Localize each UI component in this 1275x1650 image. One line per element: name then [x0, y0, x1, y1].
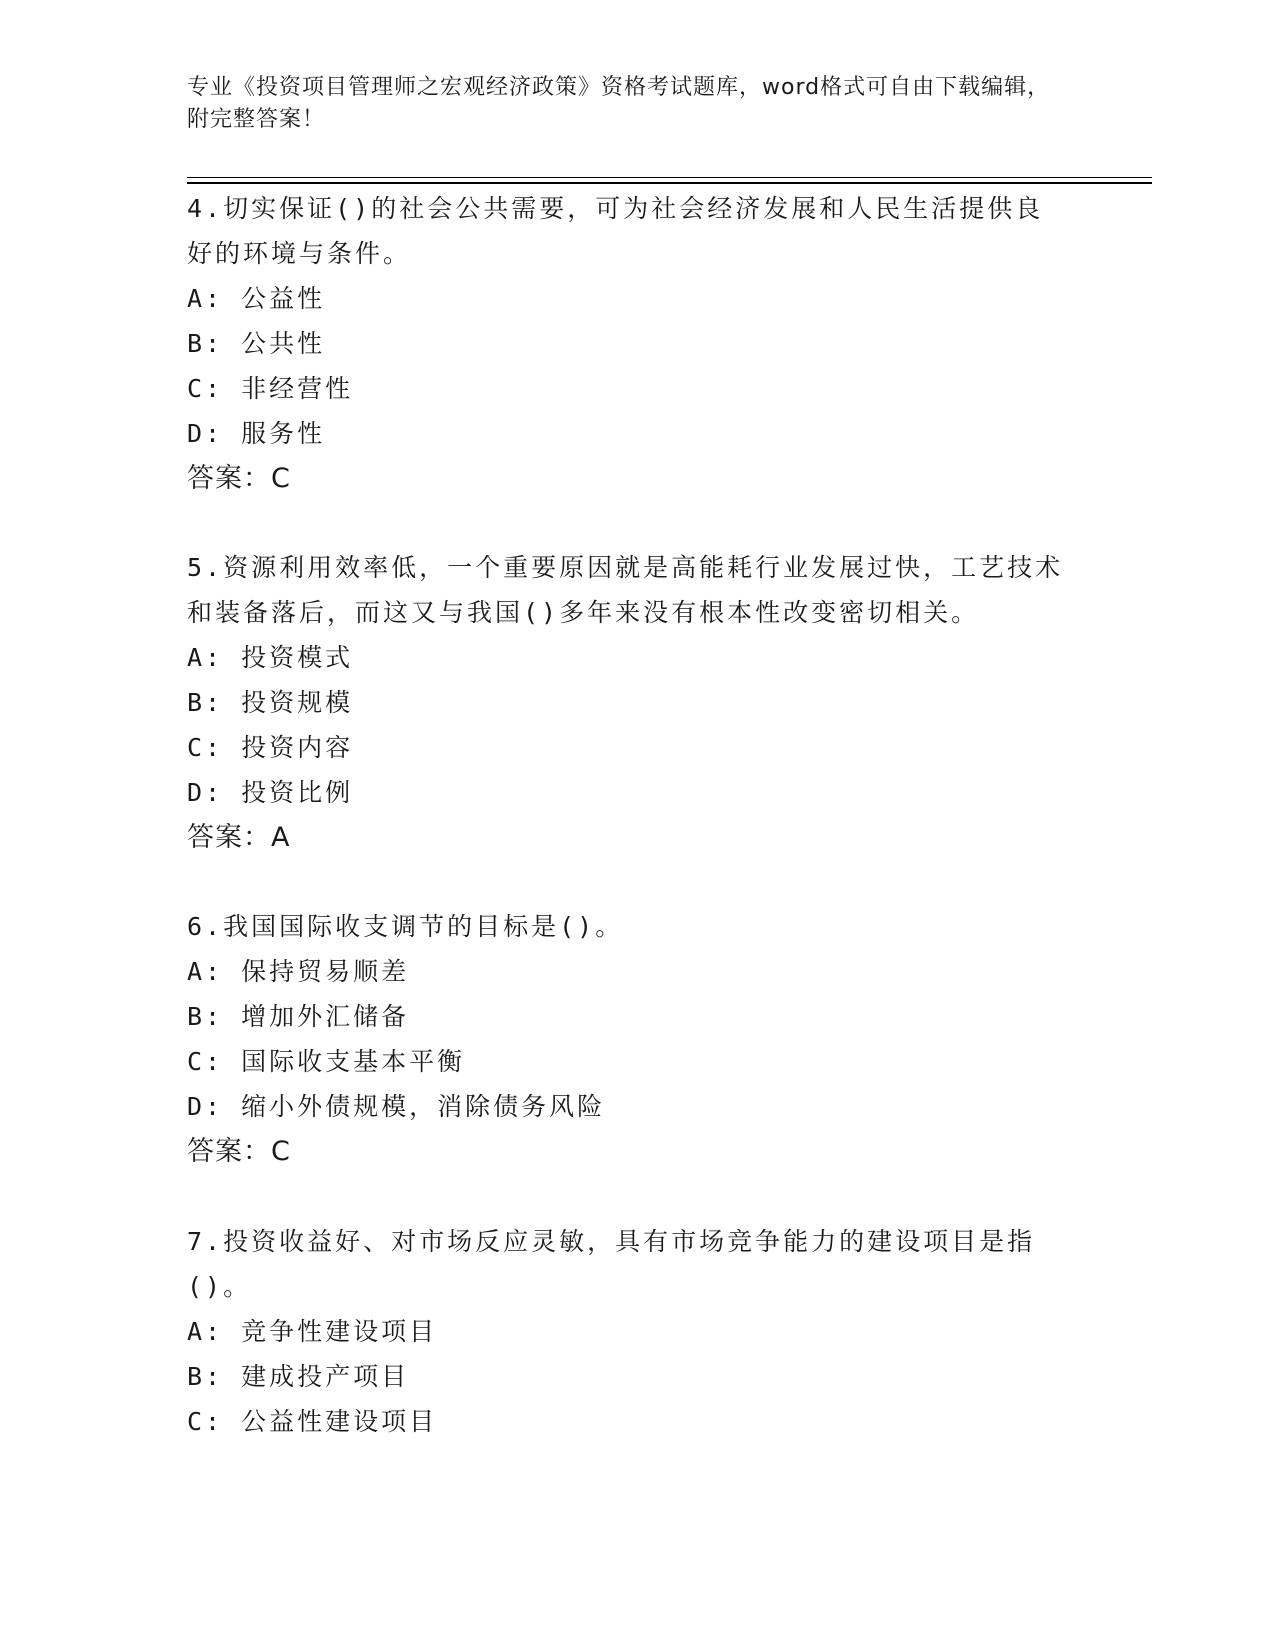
- option-b: B: 建成投产项目: [187, 1362, 410, 1391]
- option-a: A: 公益性: [187, 284, 326, 313]
- option-b: B: 增加外汇储备: [187, 1002, 410, 1031]
- question-4: [187, 186, 1067, 501]
- answer: 答案：C: [187, 1136, 291, 1167]
- answer: 答案：C: [187, 463, 291, 494]
- option-a: A: 保持贸易顺差: [187, 957, 410, 986]
- option-c: C: 投资内容: [187, 733, 354, 762]
- question-text: 4.切实保证()的社会公共需要，可为社会经济发展和人民生活提供良好的环境与条件。: [187, 194, 1044, 268]
- option-c: C: 国际收支基本平衡: [187, 1047, 466, 1076]
- option-d: D: 投资比例: [187, 778, 354, 807]
- option-a: A: 竞争性建设项目: [187, 1317, 438, 1346]
- header-divider-bottom: [187, 182, 1152, 184]
- document-header: 专业《投资项目管理师之宏观经济政策》资格考试题库，word格式可自由下载编辑，附完整答案！: [187, 75, 1051, 132]
- question-7: [187, 1219, 1067, 1444]
- answer: 答案：A: [187, 822, 291, 853]
- question-5: [187, 545, 1067, 860]
- option-d: D: 服务性: [187, 419, 326, 448]
- option-c: C: 公益性建设项目: [187, 1407, 438, 1436]
- question-text: 5.资源利用效率低，一个重要原因就是高能耗行业发展过快，工艺技术和装备落后，而这又与我国()多年来没有根本性改变密切相关。: [187, 553, 1064, 627]
- option-c: C: 非经营性: [187, 374, 354, 403]
- option-b: B: 公共性: [187, 329, 326, 358]
- question-text: 7.投资收益好、对市场反应灵敏，具有市场竞争能力的建设项目是指()。: [187, 1227, 1036, 1301]
- option-a: A: 投资模式: [187, 643, 354, 672]
- header-divider-top: [187, 177, 1152, 178]
- question-text: 6.我国国际收支调节的目标是()。: [187, 912, 624, 941]
- option-b: B: 投资规模: [187, 688, 354, 717]
- option-d: D: 缩小外债规模，消除债务风险: [187, 1092, 606, 1121]
- question-6: [187, 904, 1067, 1174]
